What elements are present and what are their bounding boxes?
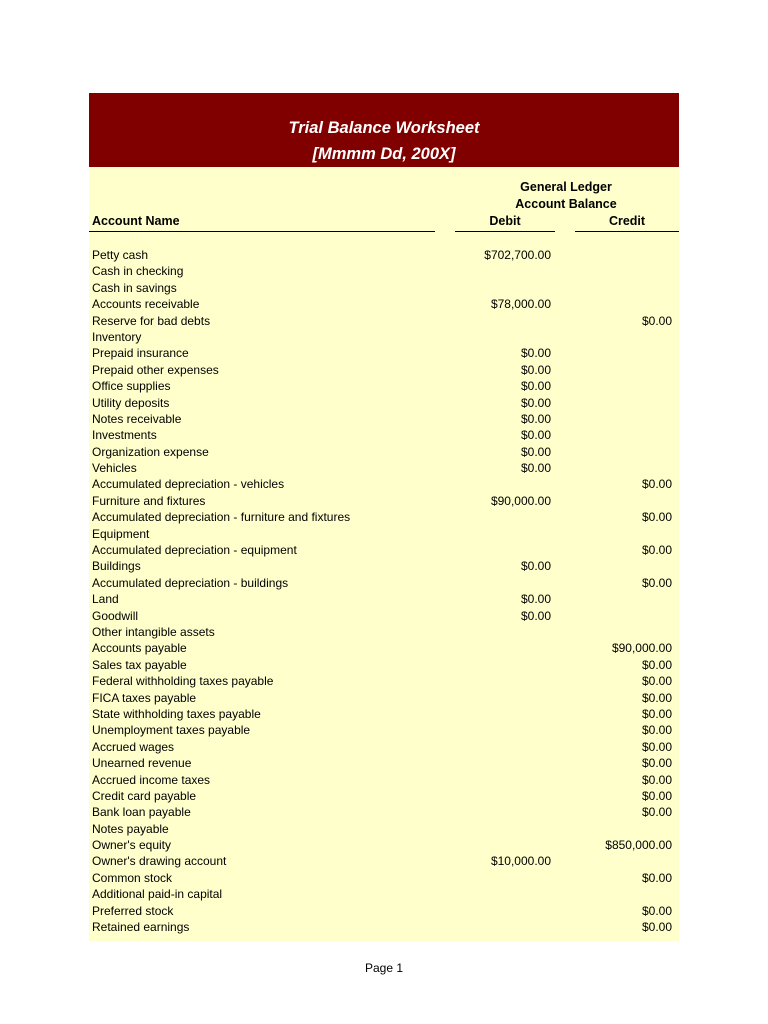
credit-cell: $850,000.00 — [605, 838, 672, 853]
account-name-cell: Land — [92, 592, 119, 607]
ledger-row — [89, 280, 679, 296]
ledger-row — [89, 558, 679, 574]
account-name-cell: Accumulated depreciation - buildings — [92, 575, 289, 590]
credit-cell: $0.00 — [641, 788, 672, 803]
account-name-cell: Reserve for bad debts — [92, 313, 211, 328]
ledger-row — [89, 722, 679, 738]
debit-cell: $0.00 — [520, 461, 551, 476]
debit-cell: $78,000.00 — [490, 297, 551, 312]
ledger-row — [89, 395, 679, 411]
ledger-row — [89, 591, 679, 607]
worksheet-date: [Mmmm Dd, 200X] — [312, 145, 456, 163]
ledger-row — [89, 673, 679, 689]
account-name-cell: Owner's equity — [92, 838, 171, 853]
ledger-row — [89, 427, 679, 443]
ledger-row — [89, 493, 679, 509]
account-name-cell: Owner's drawing account — [92, 854, 227, 869]
credit-header-underline — [575, 231, 679, 232]
ledger-row — [89, 313, 679, 329]
account-name-cell: Organization expense — [92, 444, 209, 459]
account-name-cell: Cash in savings — [92, 280, 177, 295]
account-balance-label: Account Balance — [515, 197, 617, 211]
credit-header: Credit — [608, 214, 646, 228]
account-name-cell: Bank loan payable — [92, 805, 191, 820]
credit-cell: $0.00 — [641, 674, 672, 689]
ledger-row — [89, 657, 679, 673]
ledger-row — [89, 345, 679, 361]
trial-balance-sheet — [89, 93, 679, 941]
ledger-row — [89, 755, 679, 771]
account-name-cell: Accumulated depreciation - equipment — [92, 543, 297, 558]
account-name-cell: Retained earnings — [92, 920, 190, 935]
account-name-cell: Investments — [92, 428, 157, 443]
debit-cell: $0.00 — [520, 395, 551, 410]
credit-cell: $0.00 — [641, 543, 672, 558]
account-name-cell: Accounts receivable — [92, 297, 200, 312]
account-name-cell: Equipment — [92, 526, 150, 541]
account-name-cell: Accrued wages — [92, 739, 175, 754]
ledger-row — [89, 329, 679, 345]
ledger-row — [89, 509, 679, 525]
ledger-row — [89, 542, 679, 558]
debit-cell: $0.00 — [520, 608, 551, 623]
ledger-row — [89, 362, 679, 378]
account-name-cell: Buildings — [92, 559, 141, 574]
ledger-row — [89, 804, 679, 820]
ledger-row — [89, 411, 679, 427]
account-name-cell: Cash in checking — [92, 264, 184, 279]
debit-cell: $0.00 — [520, 444, 551, 459]
debit-cell: $0.00 — [520, 428, 551, 443]
credit-cell: $0.00 — [641, 739, 672, 754]
ledger-row — [89, 378, 679, 394]
account-name-cell: Notes payable — [92, 821, 169, 836]
credit-cell: $0.00 — [641, 920, 672, 935]
credit-cell: $0.00 — [641, 657, 672, 672]
account-name-cell: Prepaid other expenses — [92, 362, 219, 377]
account-name-cell: Credit card payable — [92, 788, 197, 803]
ledger-row — [89, 919, 679, 935]
ledger-row — [89, 706, 679, 722]
page-number: Page 1 — [364, 961, 404, 975]
account-name-cell: Additional paid-in capital — [92, 887, 223, 902]
credit-cell: $0.00 — [641, 772, 672, 787]
ledger-row — [89, 247, 679, 263]
credit-cell: $0.00 — [641, 690, 672, 705]
credit-cell: $0.00 — [641, 706, 672, 721]
ledger-row — [89, 772, 679, 788]
credit-cell: $0.00 — [641, 723, 672, 738]
ledger-row — [89, 853, 679, 869]
account-name-header: Account Name — [92, 214, 180, 228]
credit-cell: $90,000.00 — [611, 641, 672, 656]
ledger-row — [89, 837, 679, 853]
credit-cell: $0.00 — [641, 477, 672, 492]
ledger-row — [89, 460, 679, 476]
account-name-cell: Unearned revenue — [92, 756, 192, 771]
account-name-cell: Furniture and fixtures — [92, 493, 206, 508]
account-name-cell: Accrued income taxes — [92, 772, 211, 787]
debit-header: Debit — [489, 214, 521, 228]
debit-cell: $0.00 — [520, 379, 551, 394]
ledger-row — [89, 296, 679, 312]
account-name-cell: Preferred stock — [92, 903, 174, 918]
debit-cell: $0.00 — [520, 362, 551, 377]
account-name-cell: Common stock — [92, 870, 173, 885]
credit-cell: $0.00 — [641, 903, 672, 918]
account-name-cell: Accounts payable — [92, 641, 187, 656]
account-header-underline — [89, 231, 435, 232]
account-name-cell: Petty cash — [92, 248, 149, 262]
account-name-cell: Sales tax payable — [92, 657, 187, 672]
account-name-cell: Federal withholding taxes payable — [92, 674, 274, 689]
debit-cell: $90,000.00 — [490, 493, 551, 508]
ledger-row — [89, 444, 679, 460]
ledger-row — [89, 788, 679, 804]
debit-cell: $0.00 — [520, 592, 551, 607]
credit-cell: $0.00 — [641, 313, 672, 328]
account-name-cell: Office supplies — [92, 379, 171, 394]
ledger-row — [89, 739, 679, 755]
general-ledger-label: General Ledger — [520, 180, 612, 194]
account-name-cell: Unemployment taxes payable — [92, 723, 251, 738]
account-name-cell: FICA taxes payable — [92, 690, 197, 705]
credit-cell: $0.00 — [641, 575, 672, 590]
debit-header-underline — [455, 231, 555, 232]
credit-cell: $0.00 — [641, 805, 672, 820]
account-name-cell: Vehicles — [92, 461, 137, 476]
ledger-row — [89, 640, 679, 656]
credit-cell: $0.00 — [641, 870, 672, 885]
ledger-row — [89, 476, 679, 492]
ledger-row — [89, 575, 679, 591]
account-name-cell: Accumulated depreciation - furniture and fixtures — [92, 510, 351, 525]
credit-cell: $0.00 — [641, 510, 672, 525]
worksheet-title: Trial Balance Worksheet — [288, 119, 480, 137]
account-name-cell: Goodwill — [92, 608, 139, 623]
account-name-cell: Utility deposits — [92, 395, 170, 410]
ledger-row — [89, 624, 679, 640]
account-name-cell: Prepaid insurance — [92, 346, 189, 361]
credit-cell: $0.00 — [641, 756, 672, 771]
ledger-row — [89, 870, 679, 886]
debit-cell: $10,000.00 — [490, 854, 551, 869]
account-name-cell: Other intangible assets — [92, 624, 215, 639]
debit-cell: $0.00 — [520, 411, 551, 426]
debit-cell: $702,700.00 — [484, 248, 551, 262]
account-name-cell: Accumulated depreciation - vehicles — [92, 477, 285, 492]
ledger-row — [89, 821, 679, 837]
debit-cell: $0.00 — [520, 559, 551, 574]
account-name-cell: Inventory — [92, 329, 142, 344]
ledger-row — [89, 903, 679, 919]
ledger-row — [89, 263, 679, 279]
account-name-cell: State withholding taxes payable — [92, 706, 261, 721]
ledger-row — [89, 526, 679, 542]
account-name-cell: Notes receivable — [92, 411, 182, 426]
debit-cell: $0.00 — [520, 346, 551, 361]
ledger-row — [89, 690, 679, 706]
ledger-row — [89, 886, 679, 902]
ledger-rows — [89, 247, 679, 935]
ledger-row — [89, 608, 679, 624]
title-band — [89, 93, 679, 167]
